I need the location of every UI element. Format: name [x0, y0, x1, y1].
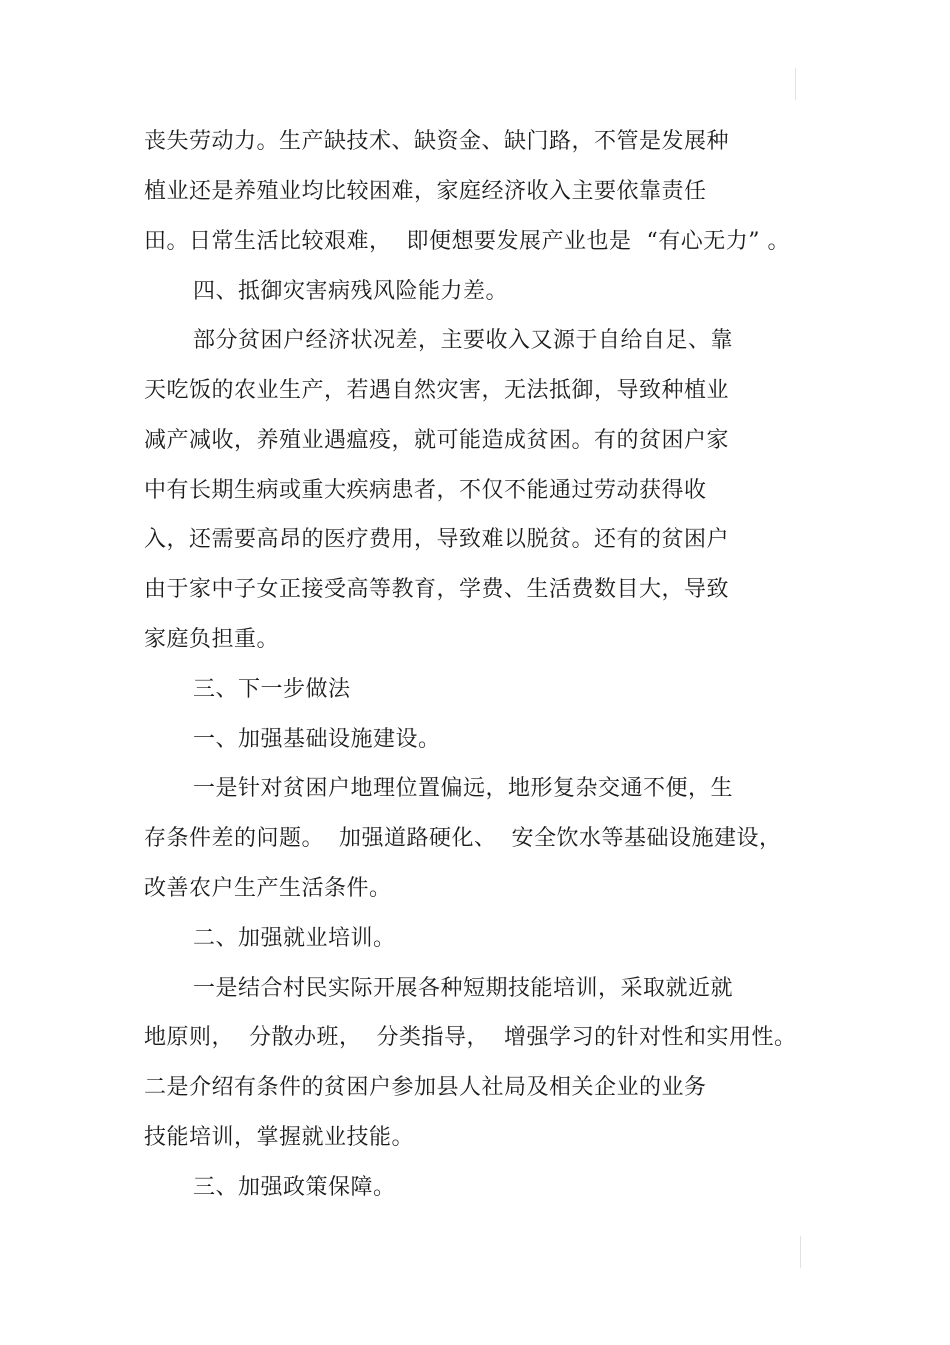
section-heading: 二、加强就业培训。 [193, 926, 396, 951]
text-line: 入，还需要高昂的医疗费用，导致难以脱贫。还有的贫困户 [144, 527, 730, 552]
text-line: 部分贫困户经济状况差，主要收入又源于自给自足、靠 [193, 328, 734, 353]
text-line: 改善农户生产生活条件。 [144, 876, 392, 901]
text-line: 一是针对贫困户地理位置偏远，地形复杂交通不便，生 [193, 776, 734, 801]
section-heading: 一、加强基础设施建设。 [193, 727, 441, 752]
text-line: 二是介绍有条件的贫困户参加县人社局及相关企业的业务 [144, 1075, 707, 1100]
text-line: 技能培训，掌握就业技能。 [144, 1125, 415, 1150]
text-line: 家庭负担重。 [144, 627, 280, 652]
section-heading: 四、抵御灾害病残风险能力差。 [193, 279, 509, 304]
text-line: 中有长期生病或重大疾病患者，不仅不能通过劳动获得收 [144, 478, 707, 503]
section-heading: 三、下一步做法 [193, 677, 351, 702]
text-line: 减产减收，养殖业遇瘟疫，就可能造成贫困。有的贫困户家 [144, 428, 730, 453]
text-line: 丧失劳动力。生产缺技术、缺资金、缺门路，不管是发展种 [144, 129, 730, 154]
page-edge-mark-top [795, 68, 796, 100]
text-line: 存条件差的问题。 加强道路硬化、 安全饮水等基础设施建设， [144, 826, 782, 851]
text-line: 植业还是养殖业均比较困难，家庭经济收入主要依靠责任 [144, 179, 707, 204]
text-line: 田。日常生活比较艰难， 即便想要发展产业也是 “有心无力” 。 [144, 229, 790, 254]
text-line: 地原则， 分散办班， 分类指导， 增强学习的针对性和实用性。 [144, 1025, 797, 1050]
section-heading: 三、加强政策保障。 [193, 1175, 396, 1200]
text-line: 一是结合村民实际开展各种短期技能培训，采取就近就 [193, 976, 734, 1001]
text-line: 由于家中子女正接受高等教育，学费、生活费数目大，导致 [144, 577, 730, 602]
page-edge-mark-bottom [800, 1236, 801, 1268]
text-line: 天吃饭的农业生产，若遇自然灾害，无法抵御，导致种植业 [144, 378, 730, 403]
